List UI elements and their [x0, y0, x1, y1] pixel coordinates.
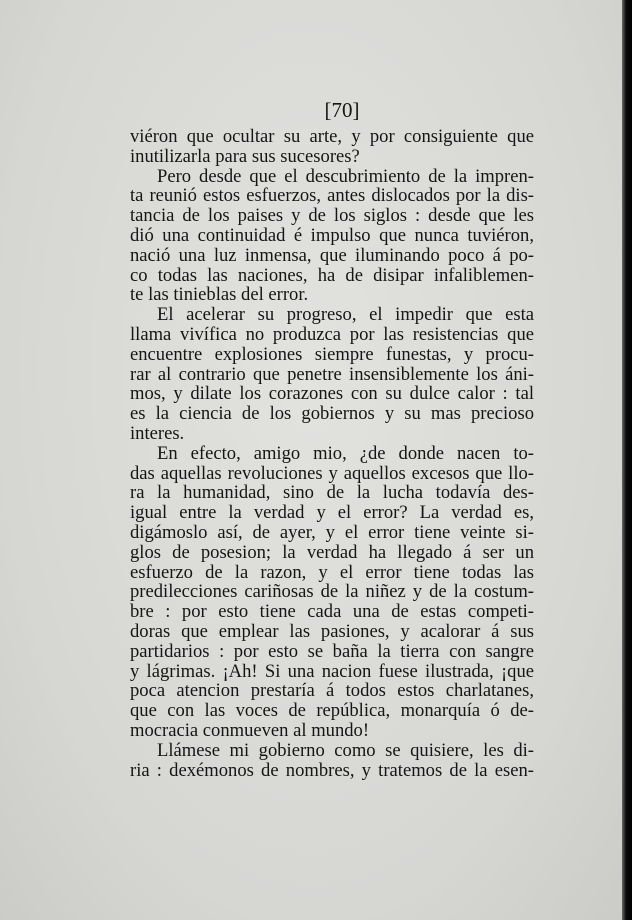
text-line: rar al contrario que penetre insensiblemente los áni- [130, 363, 534, 385]
text-line: das aquellas revoluciones y aquellos excesos que llo- [130, 462, 534, 484]
text-line: En efecto, amigo mio, ¿de donde nacen to- [157, 442, 534, 464]
text-line: tancia de los paises y de los siglos : desde que les [130, 205, 534, 227]
text-line: co todas las naciones, ha de disipar infaliblemen- [130, 264, 534, 286]
text-line: es la ciencia de los gobiernos y su mas precioso [130, 403, 534, 425]
text-line: mos, y dilate los corazones con su dulce calor : tal [130, 383, 534, 405]
text-line: inutilizarla para sus sucesores? [130, 145, 360, 167]
text-line: Llámese mi gobierno como se quisiere, les di- [157, 739, 534, 761]
text-line: El acelerar su progreso, el impedir que esta [157, 304, 534, 326]
text-line: bre : por esto tiene cada una de estas competi- [130, 601, 534, 623]
text-line: esfuerzo de la razon, y el error tiene todas las [130, 561, 534, 583]
scan-edge [622, 0, 632, 920]
text-line: dió una continuidad é impulso que nunca tuviéron, [130, 224, 534, 246]
text-line: igual entre la verdad y el error? La verdad es, [130, 502, 534, 524]
text-line: glos de posesion; la verdad ha llegado á ser un [130, 541, 534, 563]
text-line: digámoslo así, de ayer, y el error tiene veinte si- [130, 521, 534, 543]
text-line: ra la humanidad, sino de la lucha todavía des- [130, 482, 534, 504]
text-line: doras que emplear las pasiones, y acalorar á sus [130, 620, 534, 642]
text-line: ta reunió estos esfuerzos, antes dislocados por la dis- [130, 185, 534, 207]
text-line: interes. [130, 422, 185, 444]
text-line: y lágrimas. ¡Ah! Si una nacion fuese ilustrada, ¡que [130, 660, 534, 682]
text-line: Pero desde que el descubrimiento de la impren- [157, 165, 534, 187]
page-number: [70] [324, 98, 360, 122]
text-line: mocracia conmueven al mundo! [130, 719, 370, 741]
text-line: nació una luz inmensa, que iluminando poco á po- [130, 244, 534, 266]
body-text [130, 127, 534, 780]
text-line: partidarios : por esto se baña la tierra con sangre [130, 640, 534, 662]
text-line: encuentre explosiones siempre funestas, y procu- [130, 343, 534, 365]
text-line: ria : dexémonos de nombres, y tratemos de la esen- [130, 759, 534, 781]
text-line: llama vivífica no produzca por las resistencias que [130, 323, 534, 345]
text-line: predilecciones cariñosas de la niñez y de la costum- [130, 581, 534, 603]
text-line: viéron que ocultar su arte, y por consiguiente que [130, 126, 534, 147]
text-line: que con las voces de república, monarquía ó de- [130, 700, 534, 722]
text-line: te las tinieblas del error. [130, 284, 309, 306]
text-line: poca atencion prestaría á todos estos charlatanes, [130, 680, 534, 702]
